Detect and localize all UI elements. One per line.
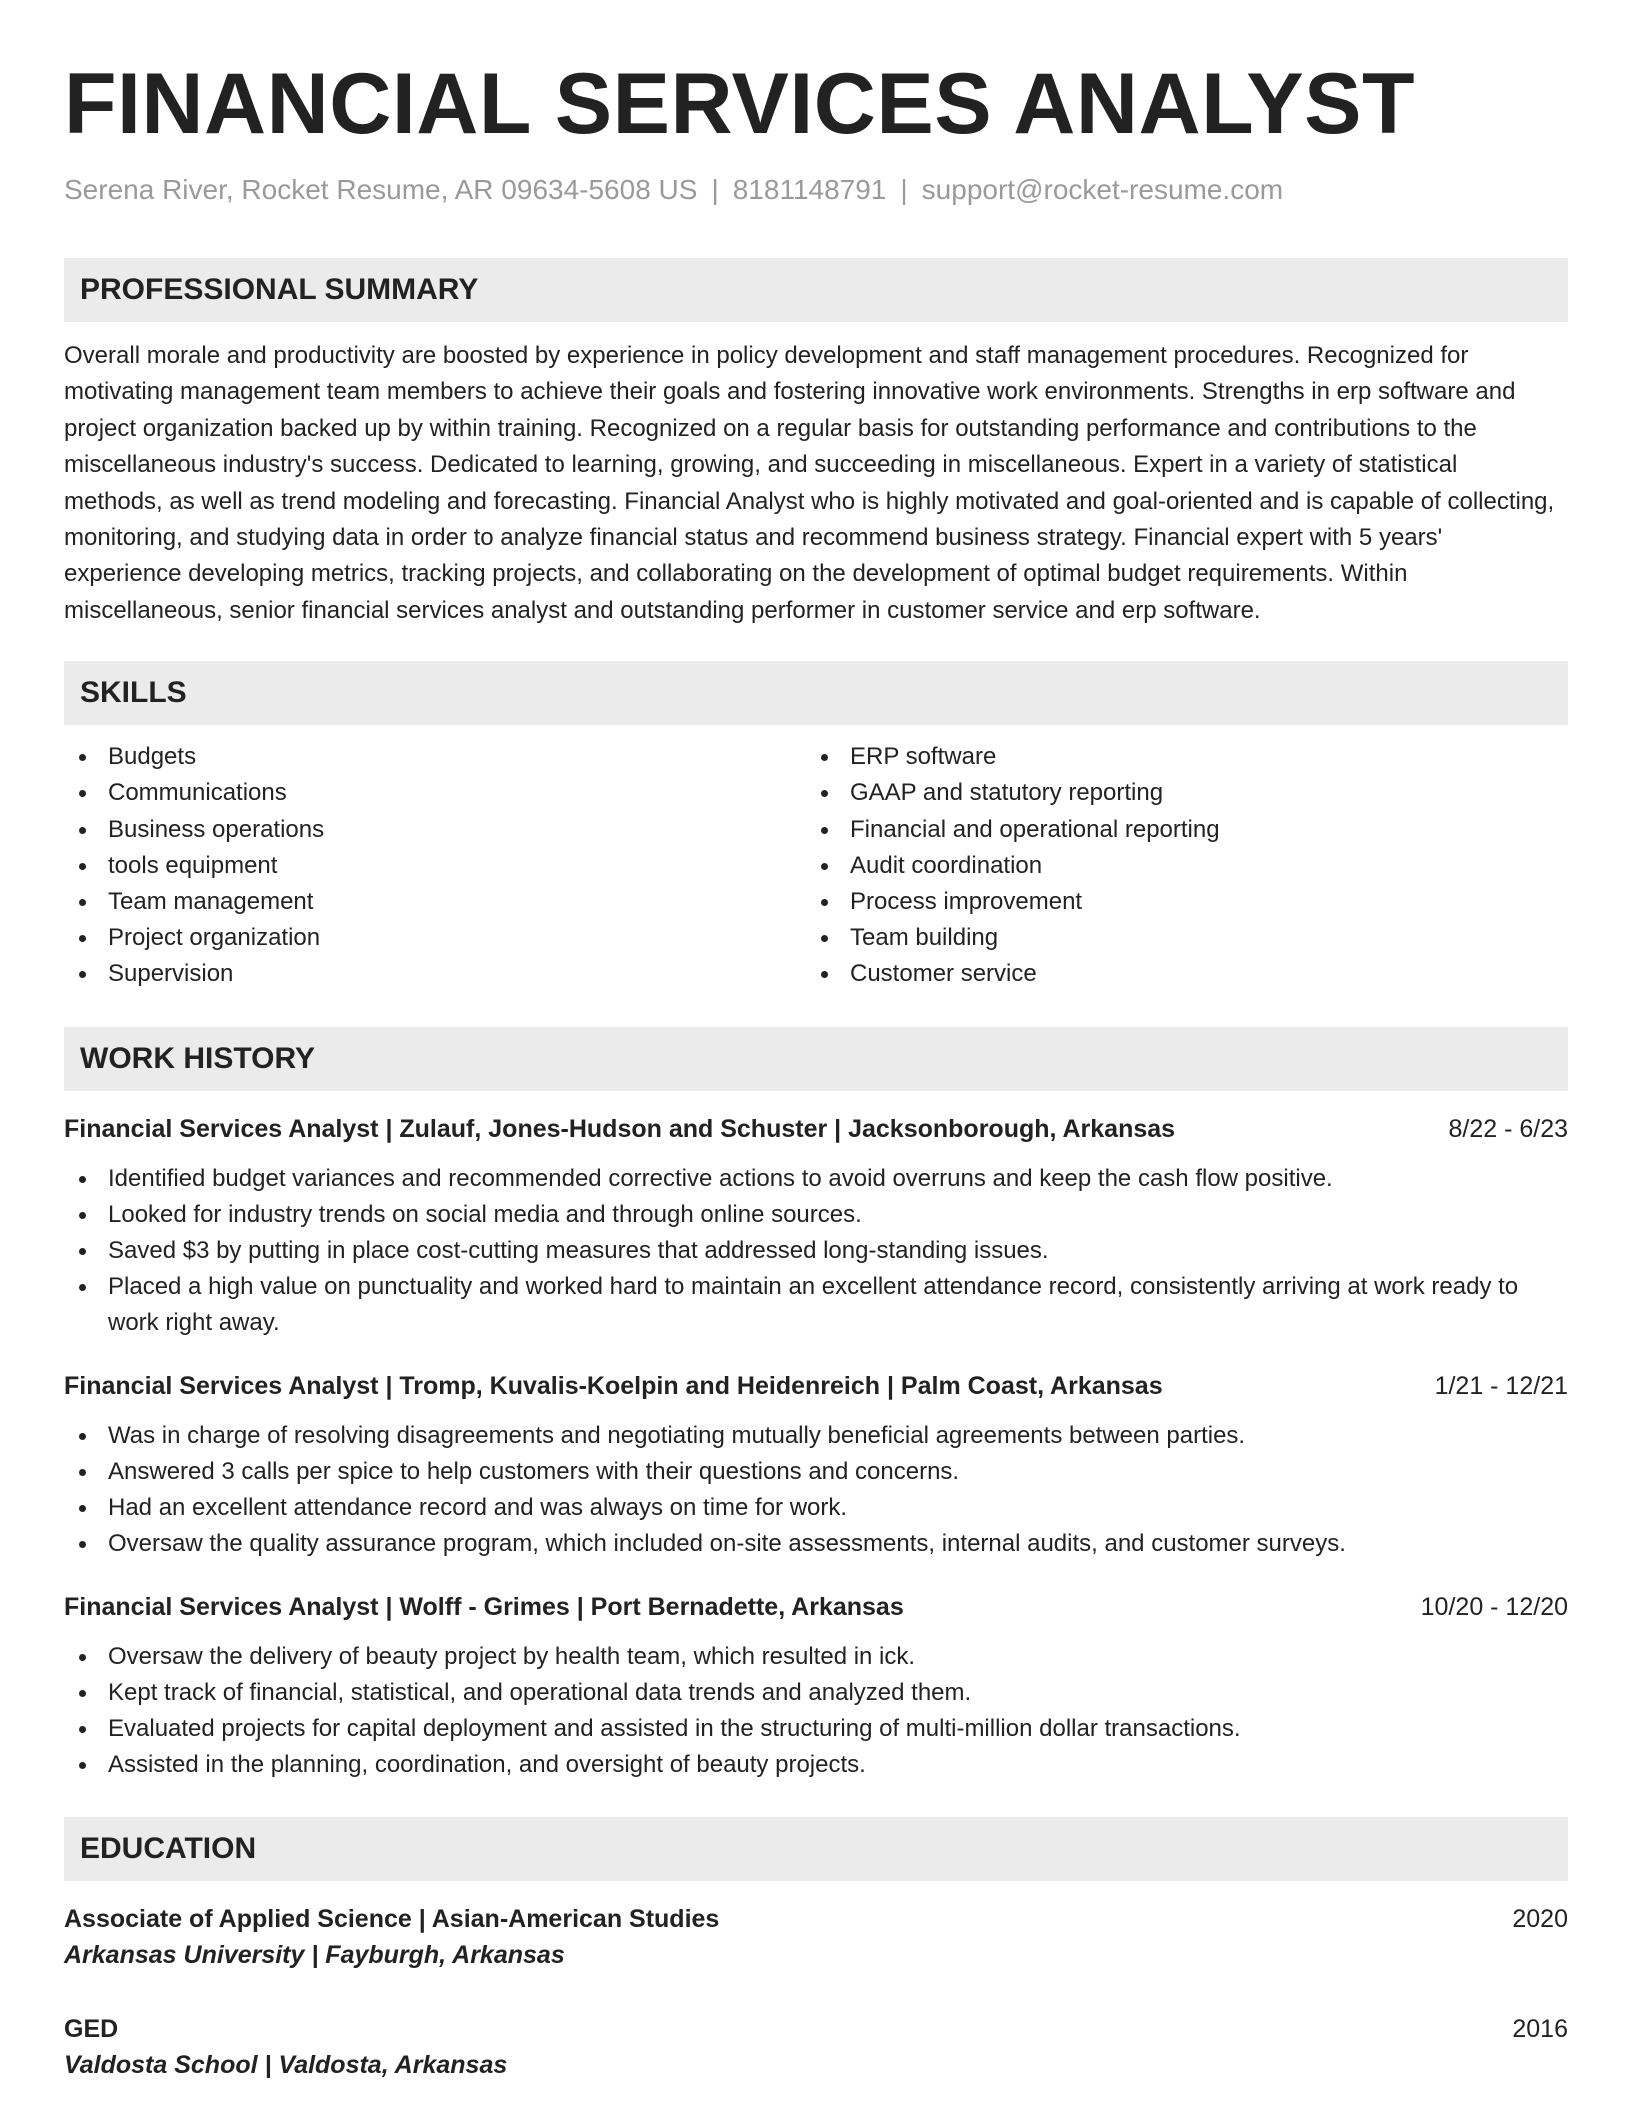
job-bullet: Oversaw the delivery of beauty project by health team, which resulted in ick. (64, 1639, 1548, 1675)
skill-item: ERP software (806, 739, 1548, 775)
job-header (64, 1368, 1568, 1404)
job-entry (64, 1368, 1568, 1563)
job-dates: 10/20 - 12/20 (1420, 1592, 1568, 1621)
education-year: 2020 (1512, 1905, 1568, 1934)
skill-item: Budgets (64, 739, 806, 775)
skills-column-left (64, 739, 806, 992)
job-bullets (64, 1639, 1568, 1784)
job-title: Financial Services Analyst | Zulauf, Jones-Hudson and Schuster | Jacksonborough, Arkansas (64, 1114, 1176, 1143)
contact-phone: 8181148791 (732, 174, 887, 205)
summary-text: Overall morale and productivity are boosted by experience in policy development and staff management procedures. Recognized for motivating management team members to achieve their goals and fostering innovative work environments. Strengths in erp software and project organization backed up by within training. Recognized on a regular basis for outstanding performance and contributions to the miscellaneous industry's success. Dedicated to learning, growing, and succeeding in miscellaneous. Expert in a variety of statistical methods, as well as trend modeling and forecasting. Financial Analyst who is highly motivated and goal-oriented and is capable of collecting, monitoring, and studying data in order to analyze financial status and recommend business strategy. Financial expert with 5 years' experience developing metrics, tracking projects, and collaborating on the development of optimal budget requirements. Within miscellaneous, senior financial services analyst and outstanding performer in customer service and erp software. (64, 342, 1555, 624)
education-header (64, 1901, 1568, 1937)
job-bullets (64, 1418, 1568, 1563)
job-title: Financial Services Analyst | Wolff - Grimes | Port Bernadette, Arkansas (64, 1592, 904, 1621)
job-bullet: Answered 3 calls per spice to help customers with their questions and concerns. (64, 1454, 1548, 1490)
education-entry (64, 1901, 1568, 1973)
section-header-summary: PROFESSIONAL SUMMARY (64, 258, 1568, 322)
skills-list (64, 739, 1568, 992)
contact-separator: | (900, 174, 908, 205)
job-bullet: Looked for industry trends on social media and through online sources. (64, 1197, 1548, 1233)
job-bullet: Kept track of financial, statistical, and operational data trends and analyzed them. (64, 1675, 1548, 1711)
education-degree: Associate of Applied Science | Asian-American Studies (64, 1905, 720, 1934)
job-bullet: Identified budget variances and recommended corrective actions to avoid overruns and keep the cash flow positive. (64, 1161, 1548, 1197)
job-entry (64, 1589, 1568, 1784)
education-school: Valdosta School | Valdosta, Arkansas (64, 2051, 508, 2080)
skill-item: Communications (64, 775, 806, 811)
section-header-education: EDUCATION (64, 1817, 1568, 1881)
skill-item: Business operations (64, 812, 806, 848)
job-bullet: Saved $3 by putting in place cost-cutting measures that addressed long-standing issues. (64, 1233, 1548, 1269)
contact-address: Serena River, Rocket Resume, AR 09634-5608 US (64, 174, 698, 205)
contact-separator: | (711, 174, 719, 205)
job-title: Financial Services Analyst | Tromp, Kuvalis-Koelpin and Heidenreich | Palm Coast, Arkansas (64, 1371, 1163, 1400)
skill-item: Customer service (806, 956, 1548, 992)
job-bullet: Had an excellent attendance record and was always on time for work. (64, 1490, 1548, 1526)
job-header (64, 1111, 1568, 1147)
education-school: Arkansas University | Fayburgh, Arkansas (64, 1941, 565, 1970)
job-bullets (64, 1161, 1568, 1342)
skill-item: Team building (806, 920, 1548, 956)
job-header (64, 1589, 1568, 1625)
education-entry (64, 2011, 1568, 2083)
job-bullet: Was in charge of resolving disagreements and negotiating mutually beneficial agreements between parties. (64, 1418, 1548, 1454)
skill-item: Audit coordination (806, 848, 1548, 884)
section-header-skills: SKILLS (64, 661, 1568, 725)
resume-title: FINANCIAL SERVICES ANALYST (64, 56, 1415, 152)
skill-item: Project organization (64, 920, 806, 956)
education-header (64, 2011, 1568, 2047)
skill-item: tools equipment (64, 848, 806, 884)
skills-column-right (806, 739, 1548, 992)
job-bullet: Placed a high value on punctuality and worked hard to maintain an excellent attendance record, consistently arriving at work ready to work right away. (64, 1269, 1548, 1341)
education-degree: GED (64, 2015, 119, 2044)
job-bullet: Oversaw the quality assurance program, which included on-site assessments, internal audits, and customer surveys. (64, 1526, 1548, 1562)
job-entry (64, 1111, 1568, 1342)
contact-email: support@rocket-resume.com (921, 174, 1284, 205)
job-dates: 8/22 - 6/23 (1448, 1114, 1568, 1143)
skill-item: Team management (64, 884, 806, 920)
job-bullet: Evaluated projects for capital deployment and assisted in the structuring of multi-million dollar transactions. (64, 1711, 1548, 1747)
skill-item: Process improvement (806, 884, 1548, 920)
contact-line (64, 172, 1568, 208)
skill-item: Supervision (64, 956, 806, 992)
education-year: 2016 (1512, 2015, 1568, 2044)
skill-item: Financial and operational reporting (806, 812, 1548, 848)
job-dates: 1/21 - 12/21 (1434, 1371, 1568, 1400)
section-header-work-history: WORK HISTORY (64, 1027, 1568, 1091)
job-bullet: Assisted in the planning, coordination, and oversight of beauty projects. (64, 1747, 1548, 1783)
skill-item: GAAP and statutory reporting (806, 775, 1548, 811)
